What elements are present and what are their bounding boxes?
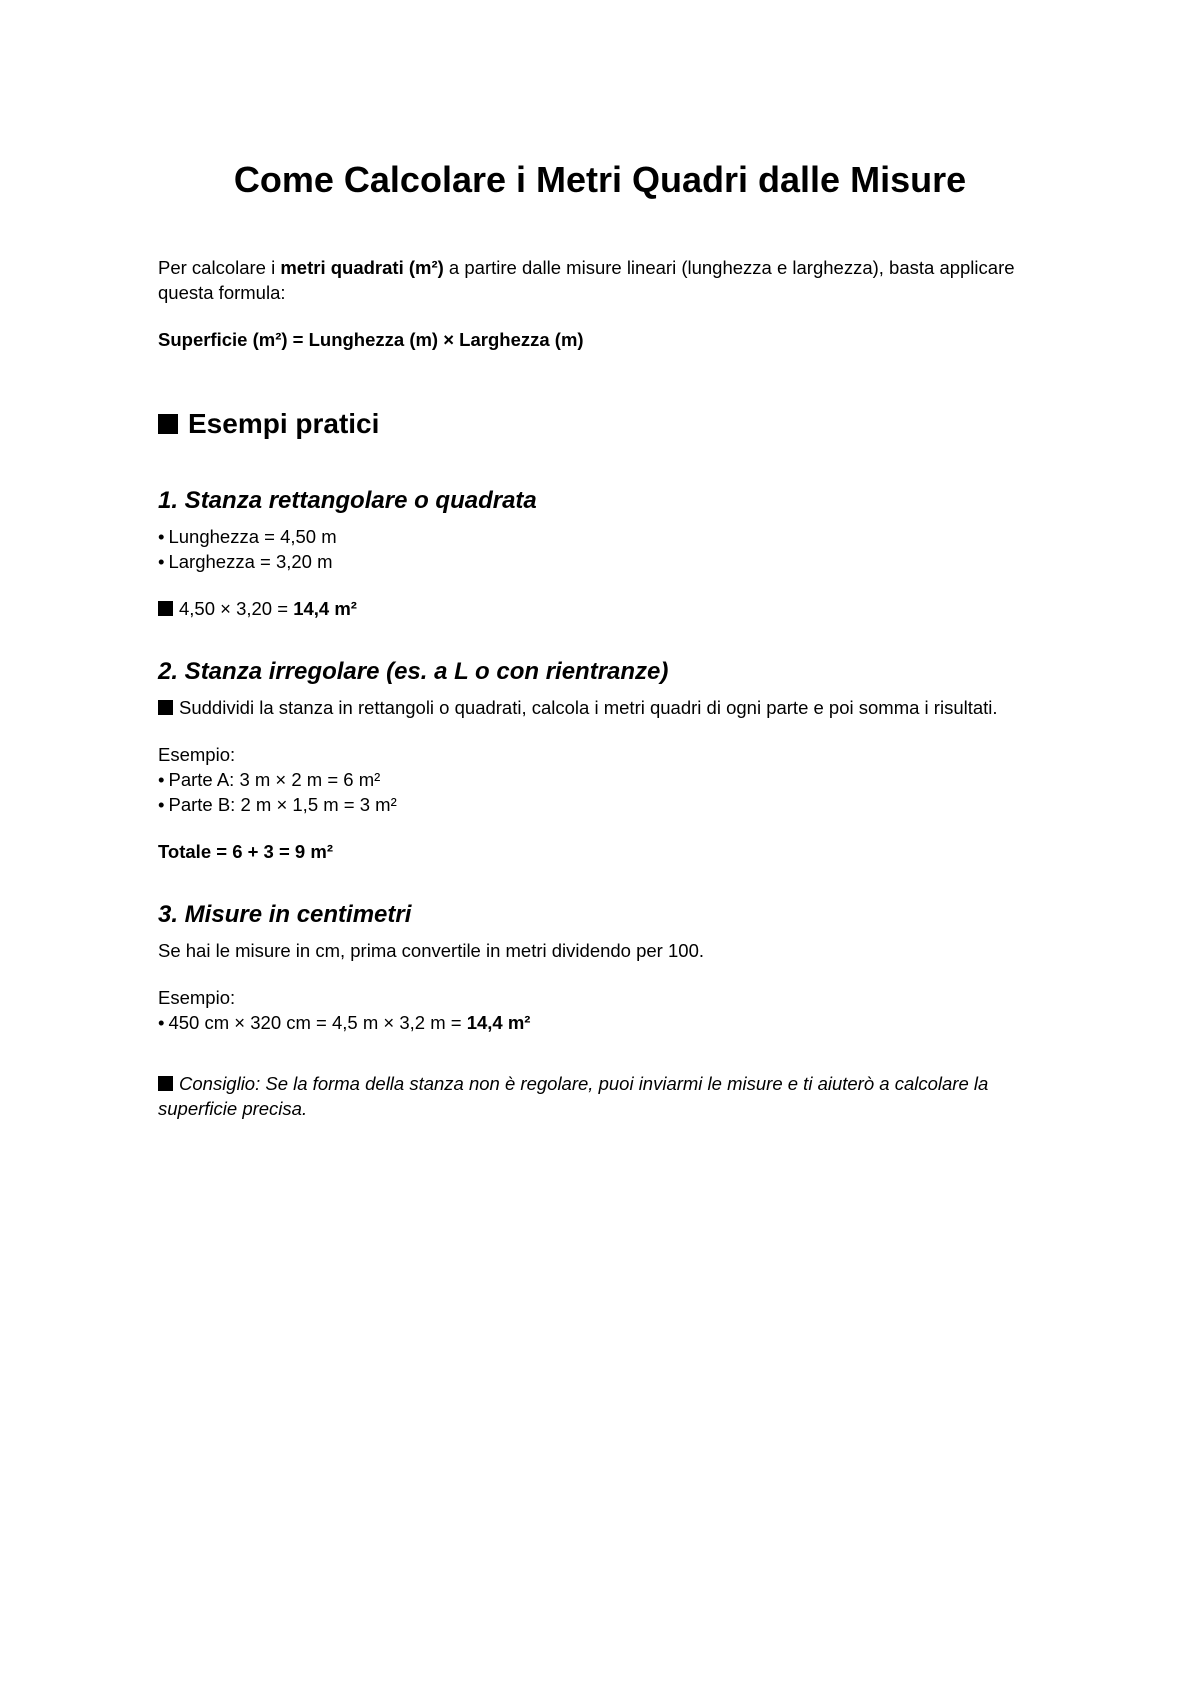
example-3 <box>158 900 1058 1035</box>
result-value: 14,4 m² <box>466 1012 531 1033</box>
example-label: Esempio: <box>158 744 236 765</box>
example-3-heading: 3. Misure in centimetri <box>158 901 412 928</box>
example-1 <box>158 486 1058 621</box>
example-2-heading: 2. Stanza irregolare (es. a L o con rientranze) <box>158 658 669 685</box>
list-item <box>158 792 1058 817</box>
example-2-total: Totale = 6 + 3 = 9 m² <box>158 841 333 862</box>
example-2-note <box>158 695 1058 720</box>
document-body <box>158 255 1058 1121</box>
list-item <box>158 549 1058 574</box>
bullet-icon: • <box>158 794 165 815</box>
intro-text-after: a partire dalle misure lineari (lunghezza e larghezza), basta applicare questa formula: <box>158 257 1015 303</box>
bullet-icon: • <box>158 526 165 547</box>
bullet-icon: • <box>158 1012 165 1033</box>
list-item-text: Larghezza = 3,20 m <box>168 551 333 572</box>
example-3-text: Se hai le misure in cm, prima convertile in metri dividendo per 100. <box>158 940 704 961</box>
square-bullet-icon <box>158 1076 173 1091</box>
square-bullet-icon <box>158 700 173 715</box>
note-text: Suddividi la stanza in rettangoli o quadrati, calcola i metri quadri di ogni parte e poi somma i risultati. <box>179 697 998 718</box>
result-text: 4,50 × 3,20 = <box>179 598 294 619</box>
bullet-icon: • <box>158 769 165 790</box>
list-item <box>158 1010 1058 1035</box>
page-title: Come Calcolare i Metri Quadri dalle Misure <box>233 159 967 200</box>
intro-bold-term: metri quadrati (m²) <box>280 257 444 278</box>
bullet-icon: • <box>158 551 165 572</box>
example-2 <box>158 657 1058 864</box>
example-label: Esempio: <box>158 987 236 1008</box>
square-bullet-icon <box>158 414 178 434</box>
list-item-text: Parte A: 3 m × 2 m = 6 m² <box>168 769 381 790</box>
square-bullet-icon <box>158 601 173 616</box>
section-heading-text: Esempi pratici <box>188 408 380 439</box>
tip-paragraph <box>158 1071 1058 1121</box>
list-item-text: Lunghezza = 4,50 m <box>168 526 337 547</box>
list-item <box>158 767 1058 792</box>
list-item-text: 450 cm × 320 cm = 4,5 m × 3,2 m = <box>168 1012 467 1033</box>
list-item-text: Parte B: 2 m × 1,5 m = 3 m² <box>168 794 397 815</box>
section-heading <box>158 406 1058 442</box>
example-1-result <box>158 596 1058 621</box>
example-1-heading: 1. Stanza rettangolare o quadrata <box>158 487 537 514</box>
formula: Superficie (m²) = Lunghezza (m) × Larghezza (m) <box>158 329 584 350</box>
tip-text: Consiglio: Se la forma della stanza non è regolare, puoi inviarmi le misure e ti aiuterò a calcolare la superficie precisa. <box>158 1073 989 1119</box>
list-item <box>158 524 1058 549</box>
intro-paragraph <box>158 255 1058 305</box>
intro-text-before: Per calcolare i <box>158 257 281 278</box>
result-value: 14,4 m² <box>293 598 357 619</box>
